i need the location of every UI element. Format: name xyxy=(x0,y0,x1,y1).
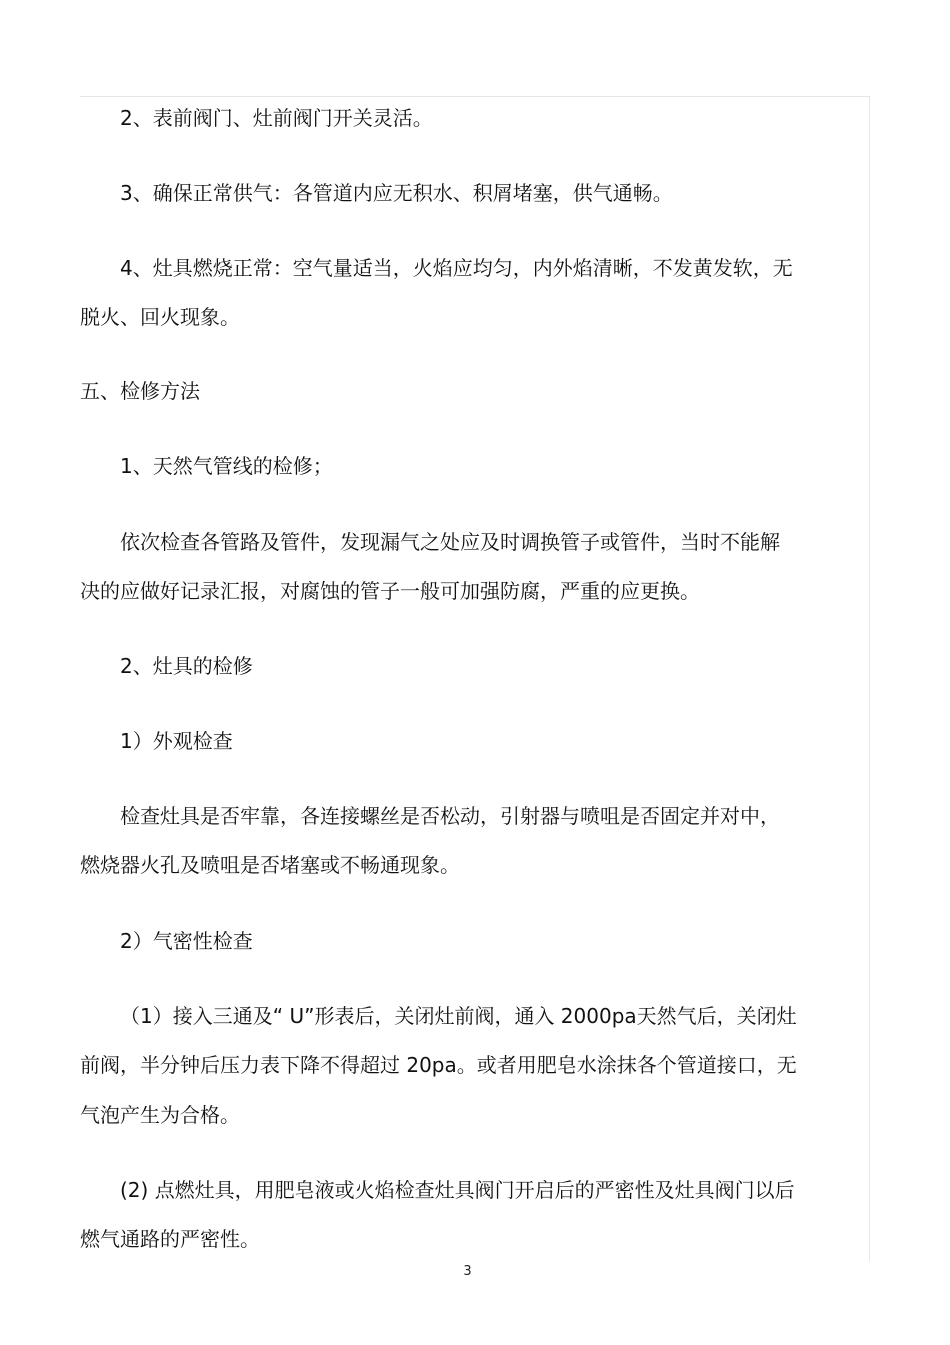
paragraph-line: 燃烧器火孔及喷咀是否堵塞或不畅通现象。 xyxy=(80,853,460,877)
paragraph-line: 3、确保正常供气：各管道内应无积水、积屑堵塞，供气通畅。 xyxy=(120,181,673,205)
paragraph-line: 气泡产生为合格。 xyxy=(80,1103,240,1127)
section-heading: 五、检修方法 xyxy=(80,379,200,403)
paragraph-line: 脱火、回火现象。 xyxy=(80,305,240,329)
paragraph-line: 检查灶具是否牢靠，各连接螺丝是否松动，引射器与喷咀是否固定并对中， xyxy=(120,804,780,828)
paragraph-line: 决的应做好记录汇报，对腐蚀的管子一般可加强防腐，严重的应更换。 xyxy=(80,579,700,603)
page-number: 3 xyxy=(463,1264,472,1279)
page-frame-top-rule xyxy=(80,96,870,97)
subsection-heading: 1）外观检查 xyxy=(120,729,233,753)
subsection-heading: 2）气密性检查 xyxy=(120,929,253,953)
paragraph-line: (2) 点燃灶具，用肥皂液或火焰检查灶具阀门开启后的严密性及灶具阀门以后 xyxy=(120,1178,795,1202)
paragraph-line: 依次检查各管路及管件，发现漏气之处应及时调换管子或管件，当时不能解 xyxy=(120,530,780,554)
paragraph-line: 燃气通路的严密性。 xyxy=(80,1227,260,1251)
subsection-heading: 2、灶具的检修 xyxy=(120,654,253,678)
subsection-heading: 1、天然气管线的检修； xyxy=(120,454,333,478)
page-frame-right-rule xyxy=(869,96,870,1261)
paragraph-line: 前阀，半分钟后压力表下降不得超过 20pa。或者用肥皂水涂抹各个管道接口，无 xyxy=(80,1053,797,1077)
paragraph-line: （1）接入三通及“ U”形表后，关闭灶前阀，通入 2000pa天然气后，关闭灶 xyxy=(120,1004,797,1028)
paragraph-line: 2、表前阀门、灶前阀门开关灵活。 xyxy=(120,106,433,130)
paragraph-line: 4、灶具燃烧正常：空气量适当，火焰应均匀，内外焰清晰，不发黄发软，无 xyxy=(120,256,793,280)
